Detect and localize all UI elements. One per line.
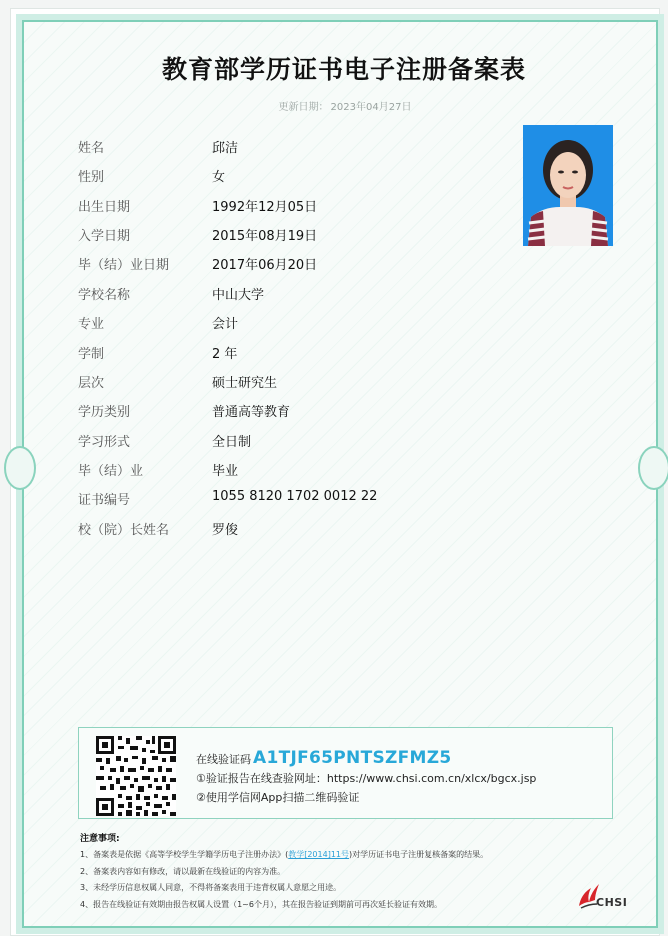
field-value: 会计 [212, 317, 239, 332]
note-text: )对学历证书电子注册复核备案的结果。 [349, 850, 489, 859]
field-value: 全日制 [212, 435, 252, 450]
field-value: 1992年12月05日 [212, 200, 318, 215]
verification-code-line [196, 748, 452, 768]
field-value: 普通高等教育 [212, 405, 291, 420]
field-label: 校（院）长姓名 [78, 523, 170, 538]
updated-label: 更新日期： [278, 102, 329, 113]
note-text: 1、备案表是依据《高等学校学生学籍学历电子注册办法》( [80, 850, 289, 859]
verification-app-line: ②使用学信网App扫描二维码验证 [196, 791, 360, 804]
field-label: 证书编号 [78, 493, 131, 508]
verification-code: A1TJF65PNTSZFMZ5 [253, 748, 452, 768]
field-value: 女 [212, 170, 226, 185]
field-label: 层次 [78, 376, 105, 391]
field-value: 中山大学 [212, 288, 265, 303]
field-label: 出生日期 [78, 200, 131, 215]
field-value: 罗俊 [212, 523, 239, 538]
verification-code-label: 在线验证码 [196, 753, 251, 766]
field-label: 姓名 [78, 141, 105, 156]
field-label: 学历类别 [78, 405, 131, 420]
updated-date [0, 98, 668, 113]
field-value: 毕业 [212, 464, 239, 479]
verification-panel [78, 727, 613, 819]
updated-value: 2023年04月27日 [330, 102, 412, 113]
frame-notch-left [4, 446, 36, 490]
field-label: 性别 [78, 170, 105, 185]
id-photo [523, 125, 613, 246]
note-item-4: 4、报告在线验证有效期由报告权属人设置（1~6个月），其在报告验证到期前可再次延长验证有效期。 [80, 900, 442, 909]
notes-title: 注意事项: [80, 834, 120, 844]
field-value: 2015年08月19日 [212, 229, 318, 244]
note-item-1 [80, 849, 488, 860]
page-title: 教育部学历证书电子注册备案表 [161, 55, 526, 84]
field-label: 毕（结）业日期 [78, 258, 170, 273]
field-label: 学制 [78, 347, 105, 362]
field-label: 入学日期 [78, 229, 131, 244]
field-value: 2017年06月20日 [212, 258, 318, 273]
field-value: 1055 8120 1702 0012 22 [212, 489, 378, 504]
note-item-2: 2、备案表内容如有修改，请以最新在线验证的内容为准。 [80, 867, 286, 876]
field-value: 2 年 [212, 347, 238, 362]
chsi-logo-text: CHSI [596, 896, 628, 909]
field-label: 毕（结）业 [78, 464, 144, 479]
field-label: 专业 [78, 317, 105, 332]
note-item-3: 3、未经学历信息权属人同意，不得将备案表用于违背权属人意愿之用途。 [80, 883, 342, 892]
field-label: 学习形式 [78, 435, 131, 450]
field-label: 学校名称 [78, 288, 131, 303]
verification-url-line: ①验证报告在线查验网址：https://www.chsi.com.cn/xlcx/bgcx.jsp [196, 772, 537, 785]
frame-notch-right [638, 446, 668, 490]
field-value: 邱洁 [212, 141, 239, 156]
regulation-link[interactable]: 教学[2014]11号 [288, 850, 349, 859]
qr-code[interactable] [96, 736, 176, 816]
field-value: 硕士研究生 [212, 376, 278, 391]
